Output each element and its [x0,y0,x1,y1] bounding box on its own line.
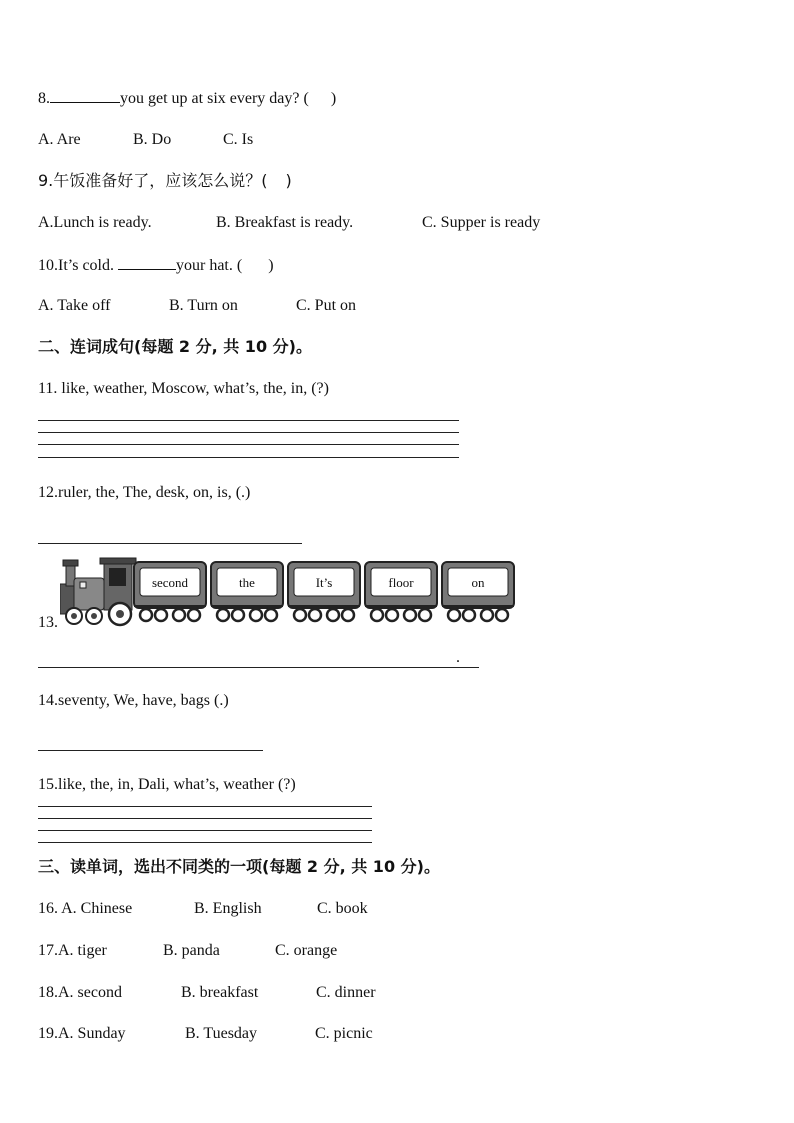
car-word[interactable]: the [239,575,255,590]
train-car [211,562,283,621]
answer-line[interactable] [38,750,263,751]
writing-line[interactable] [38,420,459,421]
writing-line[interactable] [38,830,372,831]
q17-option-b[interactable]: B. panda [163,942,220,959]
q16-option-b[interactable]: B. English [194,900,262,917]
paren-close: ) [330,90,337,107]
q19-option-c[interactable]: C. picnic [315,1025,373,1042]
q18-option-b[interactable]: B. breakfast [181,984,259,1001]
writing-line[interactable] [38,432,459,433]
train-car [365,562,437,621]
q8-option-a[interactable]: A. Are [38,131,81,148]
question-13-number: 13. [38,614,58,631]
q19-option-b[interactable]: B. Tuesday [185,1025,258,1042]
q17-option-a[interactable]: 17.A. tiger [38,942,107,959]
answer-blank[interactable] [118,255,176,270]
q8-option-c[interactable]: C. Is [223,131,254,148]
section-3-heading: 三、读单词，选出不同类的一项(每题 2 分, 共 10 分)。 [38,857,440,876]
q9-option-a[interactable]: A.Lunch is ready. [38,214,152,231]
train-car [442,562,514,621]
answer-blank[interactable] [50,88,120,103]
car-word[interactable]: It’s [315,575,333,590]
paren-close: ) [268,257,274,274]
question-15: 15.like, the, in, Dali, what’s, weather (?) [38,776,296,793]
question-text-2: your hat. ( [176,257,243,274]
q9-option-b[interactable]: B. Breakfast is ready. [216,214,354,231]
paren-close: ) [285,171,292,190]
train-illustration [60,556,522,628]
answer-line[interactable] [38,543,302,544]
section-2-heading: 二、连词成句(每题 2 分, 共 10 分)。 [38,337,312,356]
writing-line[interactable] [38,457,459,458]
q16-option-c[interactable]: C. book [317,900,368,917]
question-text: you get up at six every day? ( [120,90,309,107]
q10-option-a[interactable]: A. Take off [38,297,111,314]
q19-option-a[interactable]: 19.A. Sunday [38,1025,126,1042]
question-11: 11. like, weather, Moscow, what’s, the, in, (?) [38,380,329,397]
q10-option-c[interactable]: C. Put on [296,297,357,314]
question-number: 8. [38,90,50,107]
writing-line[interactable] [38,842,372,843]
question-text: 10.It’s cold. [38,257,114,274]
answer-line[interactable] [38,667,479,668]
train-car [288,562,360,621]
q18-option-c[interactable]: C. dinner [316,984,376,1001]
question-9 [38,171,292,191]
q8-option-b[interactable]: B. Do [133,131,172,148]
question-14: 14.seventy, We, have, bags (.) [38,692,229,709]
q18-option-a[interactable]: 18.A. second [38,984,122,1001]
locomotive-icon [60,558,136,625]
q9-option-c[interactable]: C. Supper is ready [422,214,541,231]
question-12: 12.ruler, the, The, desk, on, is, (.) [38,484,251,501]
train-car [134,562,206,621]
q16-option-a[interactable]: 16. A. Chinese [38,900,133,917]
car-word[interactable]: second [151,575,189,590]
writing-line[interactable] [38,818,372,819]
sentence-end-period: . [456,649,460,666]
question-8 [38,88,336,109]
car-word[interactable]: floor [388,575,414,590]
writing-line[interactable] [38,444,459,445]
writing-line[interactable] [38,806,372,807]
q17-option-c[interactable]: C. orange [275,942,338,959]
question-text: 9.午饭准备好了，应该怎么说？( [38,171,268,190]
car-word[interactable]: on [471,575,485,590]
q10-option-b[interactable]: B. Turn on [169,297,238,314]
question-10 [38,255,274,276]
